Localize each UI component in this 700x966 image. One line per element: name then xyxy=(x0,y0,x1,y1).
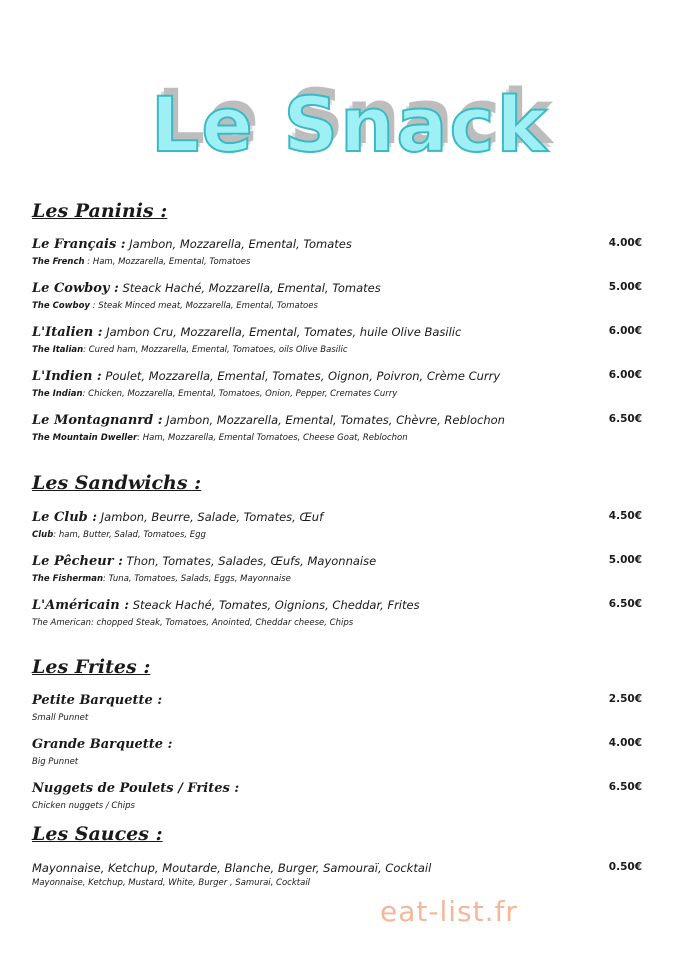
item-english-description: : Chicken, Mozzarella, Emental, Tomatoes, Onion, Pepper, Cremates Curry xyxy=(82,389,398,399)
menu-item-frites xyxy=(32,692,642,725)
item-price: 5.00€ xyxy=(608,281,642,293)
item-name: L'Américain : xyxy=(32,598,130,613)
item-price: 6.50€ xyxy=(608,598,642,610)
item-name: Grande Barquette : xyxy=(32,737,173,752)
menu-item-sauces xyxy=(32,860,642,890)
item-english-description: : Steak Minced meat, Mozzarella, Emental, Tomatoes xyxy=(89,301,318,311)
section-title-sauces: Les Sauces : xyxy=(32,823,163,845)
menu-item-sandwich xyxy=(32,509,642,542)
item-price: 6.50€ xyxy=(608,781,642,793)
item-description: Jambon, Mozzarella, Emental, Tomates, Chèvre, Reblochon xyxy=(162,413,505,427)
section-title-frites: Les Frites : xyxy=(32,656,151,678)
item-english-name: The Fisherman xyxy=(32,574,104,584)
item-english-name: The Cowboy xyxy=(32,301,90,311)
section-title-sandwichs: Les Sandwichs : xyxy=(32,472,202,494)
item-name: Petite Barquette : xyxy=(32,693,163,708)
menu-item-panini xyxy=(32,412,642,445)
item-english-description: : Ham, Mozzarella, Emental Tomatoes, Cheese Goat, Reblochon xyxy=(137,433,408,443)
menu-item-frites xyxy=(32,780,642,813)
item-english-description: : Cured ham, Mozzarella, Emental, Tomatoes, oils Olive Basilic xyxy=(83,345,348,355)
item-name: Le Français : xyxy=(32,237,126,252)
item-english-description: Chicken nuggets / Chips xyxy=(32,801,135,811)
item-price: 4.50€ xyxy=(608,510,642,522)
menu-item-panini xyxy=(32,368,642,401)
item-price: 4.00€ xyxy=(608,737,642,749)
section-title-paninis: Les Paninis : xyxy=(32,200,168,222)
item-english-description: : Ham, Mozzarella, Emental, Tomatoes xyxy=(84,257,251,267)
item-name: Le Cowboy : xyxy=(32,281,119,296)
item-name: Le Montagnanrd : xyxy=(32,413,163,428)
item-price: 6.00€ xyxy=(608,369,642,381)
item-english-name: Club xyxy=(32,530,54,540)
item-english-name: The Indian xyxy=(32,389,83,399)
item-description: Jambon Cru, Mozzarella, Emental, Tomates, huile Olive Basilic xyxy=(102,325,462,339)
item-name: Le Pêcheur : xyxy=(32,554,123,569)
item-english-description: Mayonnaise, Ketchup, Mustard, White, Burger , Samurai, Cocktail xyxy=(32,878,311,888)
menu-item-panini xyxy=(32,280,642,313)
item-price: 5.00€ xyxy=(608,554,642,566)
item-name: Nuggets de Poulets / Frites : xyxy=(32,781,240,796)
watermark: eat-list.fr xyxy=(380,895,518,928)
menu-title: Le Snack xyxy=(150,80,550,169)
menu-item-frites xyxy=(32,736,642,769)
item-name: L'Italien : xyxy=(32,325,103,340)
item-description: Poulet, Mozzarella, Emental, Tomates, Oignon, Poivron, Crème Curry xyxy=(101,369,501,383)
item-description: Mayonnaise, Ketchup, Moutarde, Blanche, Burger, Samouraï, Cocktail xyxy=(32,861,432,875)
item-price: 6.50€ xyxy=(608,413,642,425)
item-name: L'Indien : xyxy=(32,369,102,384)
item-english-name: The Mountain Dweller xyxy=(32,433,138,443)
menu-item-sandwich xyxy=(32,553,642,586)
menu-item-sandwich xyxy=(32,597,642,630)
item-english-description: : Tuna, Tomatoes, Salads, Eggs, Mayonnaise xyxy=(103,574,291,584)
item-english-name: The French xyxy=(32,257,85,267)
item-description: Jambon, Mozzarella, Emental, Tomates xyxy=(125,237,352,251)
item-description: Jambon, Beurre, Salade, Tomates, Œuf xyxy=(97,510,324,524)
item-price: 4.00€ xyxy=(608,237,642,249)
item-price: 0.50€ xyxy=(608,861,642,873)
item-english-description: The American: chopped Steak, Tomatoes, Anointed, Cheddar cheese, Chips xyxy=(32,618,354,628)
item-price: 2.50€ xyxy=(608,693,642,705)
item-description: Thon, Tomates, Salades, Œufs, Mayonnaise xyxy=(122,554,377,568)
menu-item-panini xyxy=(32,324,642,357)
item-name: Le Club : xyxy=(32,510,98,525)
menu-item-panini xyxy=(32,236,642,269)
item-description: Steack Haché, Mozzarella, Emental, Tomates xyxy=(118,281,381,295)
item-english-description: Big Punnet xyxy=(32,757,79,767)
item-price: 6.00€ xyxy=(608,325,642,337)
item-english-description: : ham, Butter, Salad, Tomatoes, Egg xyxy=(53,530,206,540)
item-description: Steack Haché, Tomates, Oignions, Cheddar, Frites xyxy=(129,598,420,612)
item-english-name: The Italian xyxy=(32,345,84,355)
item-english-description: Small Punnet xyxy=(32,713,89,723)
